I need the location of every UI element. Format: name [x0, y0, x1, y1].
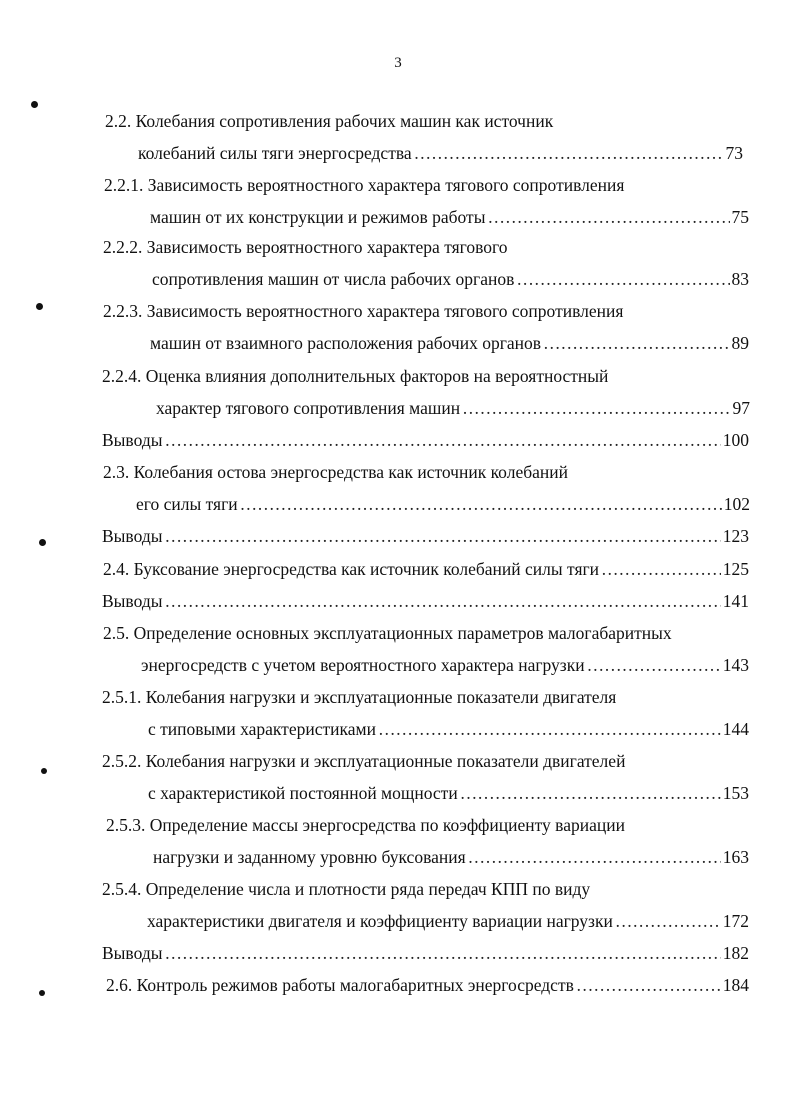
toc-page-number: 89	[731, 333, 749, 353]
toc-entry[interactable]: характер тягового сопротивления машин ……………………………………………………………………………………………………………………………………………………………………… 97	[156, 397, 750, 419]
toc-entry-heading: 2.5.4. Определение числа и плотности ряда передач КПП по виду	[102, 879, 591, 899]
toc-entry[interactable]: 2.6. Контроль режимов работы малогабаритных энергосредств ……………………………………………………………………………………………………………………………………………………………………… 184	[106, 974, 749, 996]
toc-page-number: 125	[722, 559, 749, 579]
toc-entry-heading: 2.2.2. Зависимость вероятностного характера тягового	[103, 237, 508, 257]
toc-entry-heading: 2.5.2. Колебания нагрузки и эксплуатационные показатели двигателей	[102, 751, 626, 771]
toc-entry-heading: 2.2.1. Зависимость вероятностного характера тягового сопротивления	[104, 175, 625, 195]
toc-page-number: 172	[722, 911, 749, 931]
toc-page-number: 144	[722, 719, 749, 739]
toc-entry-heading: 2.2.3. Зависимость вероятностного характера тягового сопротивления	[103, 301, 624, 321]
toc-entry[interactable]: характеристики двигателя и коэффициенту вариации нагрузки ……………………………………………………………………………………………………………………………………………………………………… 172	[147, 910, 749, 932]
toc-page-number: 184	[722, 975, 749, 995]
toc-page-number: 153	[722, 783, 749, 803]
toc-page-number: 83	[731, 269, 749, 289]
toc-entry[interactable]: машин от их конструкции и режимов работы ……………………………………………………………………………………………………………………………………………………………………… 75	[150, 206, 749, 228]
toc-entry[interactable]: Выводы ……………………………………………………………………………………………………………………………………………………………………… 123	[102, 525, 749, 547]
toc-entry[interactable]: с типовыми характеристиками ……………………………………………………………………………………………………………………………………………………………………… 144	[148, 718, 749, 740]
toc-page-number: 143	[722, 655, 749, 675]
toc-page-number: 73	[725, 143, 743, 163]
toc-entry-heading: 2.2. Колебания сопротивления рабочих машин как источник	[105, 111, 554, 131]
toc-entry-heading: 2.3. Колебания остова энергосредства как источник колебаний	[103, 462, 568, 482]
toc-entry[interactable]: Выводы ……………………………………………………………………………………………………………………………………………………………………… 182	[102, 942, 749, 964]
toc-entry[interactable]: нагрузки и заданному уровню буксования ……………………………………………………………………………………………………………………………………………………………………… 163	[153, 846, 749, 868]
toc-page-number: 75	[731, 207, 749, 227]
toc-page-number: 163	[722, 847, 749, 867]
toc-entry[interactable]: его силы тяги ……………………………………………………………………………………………………………………………………………………………………… 102	[136, 493, 750, 515]
toc-page-number: 102	[723, 494, 750, 514]
toc-page-number: 97	[732, 398, 750, 418]
toc-entry[interactable]: с характеристикой постоянной мощности ……………………………………………………………………………………………………………………………………………………………………… 153	[148, 782, 749, 804]
toc-entry-heading: 2.5.3. Определение массы энергосредства по коэффициенту вариации	[106, 815, 625, 835]
toc-entry-heading: 2.2.4. Оценка влияния дополнительных факторов на вероятностный	[102, 366, 609, 386]
toc-entry[interactable]: Выводы ……………………………………………………………………………………………………………………………………………………………………… 141	[102, 590, 749, 612]
toc-entry[interactable]: Выводы ……………………………………………………………………………………………………………………………………………………………………… 100	[102, 429, 749, 451]
toc-entry[interactable]: колебаний силы тяги энергосредства ……………………………………………………………………………………………………………………………………………………………………… 73	[138, 142, 743, 164]
toc-entry-heading: 2.5. Определение основных эксплуатационных параметров малогабаритных	[103, 623, 672, 643]
toc-page-number: 123	[722, 526, 749, 546]
toc-page-number: 100	[722, 430, 749, 450]
toc-page-number: 141	[722, 591, 749, 611]
toc-entry[interactable]: энергосредств с учетом вероятностного характера нагрузки ……………………………………………………………………………………………………………………………………………………………………… 143	[141, 654, 749, 676]
toc-page-number: 182	[722, 943, 749, 963]
toc-entry[interactable]: 2.4. Буксование энергосредства как источник колебаний силы тяги ……………………………………………………………………………………………………………………………………………………………………… 125	[103, 558, 749, 580]
toc-entry-heading: 2.5.1. Колебания нагрузки и эксплуатационные показатели двигателя	[102, 687, 617, 707]
page-number: 3	[394, 55, 402, 71]
toc-entry[interactable]: машин от взаимного расположения рабочих органов ……………………………………………………………………………………………………………………………………………………………………… 89	[150, 332, 749, 354]
toc-entry[interactable]: сопротивления машин от числа рабочих органов ……………………………………………………………………………………………………………………………………………………………………… 83	[152, 268, 749, 290]
